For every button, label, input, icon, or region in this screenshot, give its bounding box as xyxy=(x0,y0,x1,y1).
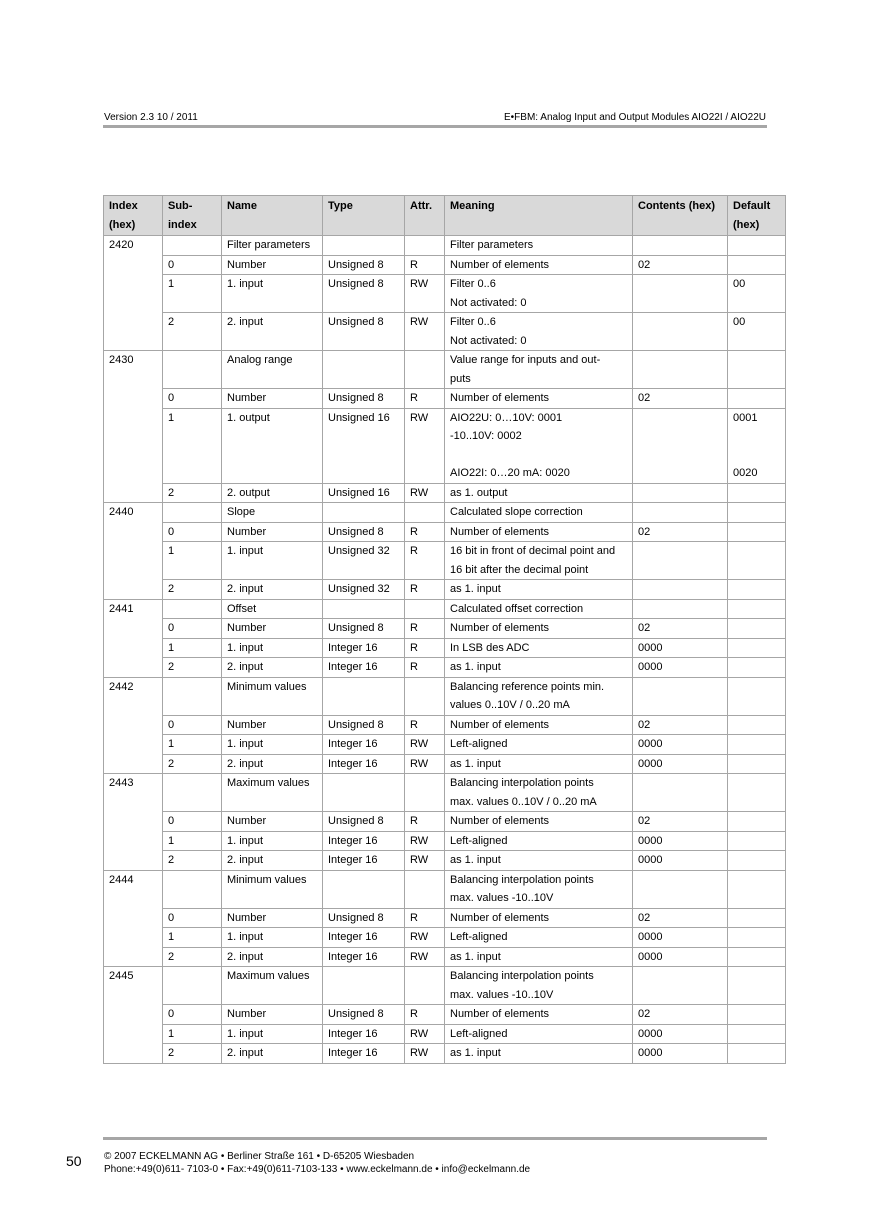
subindex-cell: 2 xyxy=(163,313,222,351)
name-cell: 2. input xyxy=(222,754,323,774)
default-cell xyxy=(728,851,786,871)
table-row xyxy=(104,1024,786,1044)
contents-cell: 0000 xyxy=(633,658,728,678)
column-header: Sub- index xyxy=(163,196,222,236)
type-cell: Integer 16 xyxy=(323,928,405,948)
name-cell: Number xyxy=(222,812,323,832)
subindex-cell: 1 xyxy=(163,275,222,313)
subindex-cell: 0 xyxy=(163,908,222,928)
subindex-cell: 1 xyxy=(163,831,222,851)
table-row xyxy=(104,236,786,256)
subindex-cell xyxy=(163,677,222,715)
contents-cell: 02 xyxy=(633,812,728,832)
attr-cell: RW xyxy=(405,831,445,851)
meaning-cell: 16 bit in front of decimal point and 16 bit after the decimal point xyxy=(445,542,633,580)
meaning-cell: Balancing interpolation points max. values -10..10V xyxy=(445,870,633,908)
name-cell: Number xyxy=(222,1005,323,1025)
attr-cell xyxy=(405,967,445,1005)
contents-cell xyxy=(633,275,728,313)
contents-cell xyxy=(633,774,728,812)
table-row xyxy=(104,967,786,1005)
default-cell xyxy=(728,812,786,832)
table-row xyxy=(104,831,786,851)
column-header: Meaning xyxy=(445,196,633,236)
contents-cell: 0000 xyxy=(633,831,728,851)
type-cell xyxy=(323,774,405,812)
contents-cell: 0000 xyxy=(633,754,728,774)
type-cell: Integer 16 xyxy=(323,831,405,851)
footer-address: © 2007 ECKELMANN AG • Berliner Straße 161 • D-65205 Wiesbaden xyxy=(104,1151,415,1162)
attr-cell: RW xyxy=(405,1044,445,1064)
type-cell xyxy=(323,503,405,523)
default-cell xyxy=(728,831,786,851)
name-cell: Minimum values xyxy=(222,870,323,908)
subindex-cell: 0 xyxy=(163,389,222,409)
default-cell xyxy=(728,928,786,948)
default-cell xyxy=(728,542,786,580)
attr-cell: R xyxy=(405,255,445,275)
attr-cell: RW xyxy=(405,851,445,871)
type-cell: Unsigned 16 xyxy=(323,408,405,483)
table-row xyxy=(104,658,786,678)
default-cell xyxy=(728,658,786,678)
subindex-cell xyxy=(163,774,222,812)
object-dictionary-table xyxy=(103,195,786,1064)
column-header: Attr. xyxy=(405,196,445,236)
type-cell: Integer 16 xyxy=(323,638,405,658)
default-cell xyxy=(728,580,786,600)
attr-cell: R xyxy=(405,638,445,658)
default-cell xyxy=(728,677,786,715)
subindex-cell: 1 xyxy=(163,1024,222,1044)
type-cell: Unsigned 8 xyxy=(323,255,405,275)
subindex-cell: 2 xyxy=(163,580,222,600)
subindex-cell xyxy=(163,351,222,389)
attr-cell: RW xyxy=(405,408,445,483)
subindex-cell: 2 xyxy=(163,947,222,967)
attr-cell: RW xyxy=(405,1024,445,1044)
table-row xyxy=(104,522,786,542)
attr-cell: RW xyxy=(405,275,445,313)
meaning-cell: Calculated offset correction xyxy=(445,599,633,619)
contents-cell: 02 xyxy=(633,619,728,639)
default-cell xyxy=(728,715,786,735)
meaning-cell: Balancing reference points min. values 0..10V / 0..20 mA xyxy=(445,677,633,715)
table-row xyxy=(104,947,786,967)
attr-cell: RW xyxy=(405,483,445,503)
meaning-cell: as 1. input xyxy=(445,658,633,678)
table-row xyxy=(104,580,786,600)
attr-cell: R xyxy=(405,1005,445,1025)
contents-cell: 02 xyxy=(633,255,728,275)
column-header: Type xyxy=(323,196,405,236)
column-header: Index (hex) xyxy=(104,196,163,236)
subindex-cell: 0 xyxy=(163,255,222,275)
type-cell: Integer 16 xyxy=(323,754,405,774)
subindex-cell: 0 xyxy=(163,1005,222,1025)
default-cell xyxy=(728,1024,786,1044)
table-row xyxy=(104,255,786,275)
meaning-cell: Calculated slope correction xyxy=(445,503,633,523)
attr-cell: RW xyxy=(405,313,445,351)
table-row xyxy=(104,638,786,658)
meaning-cell: Value range for inputs and out- puts xyxy=(445,351,633,389)
subindex-cell: 1 xyxy=(163,408,222,483)
table-row xyxy=(104,408,786,483)
subindex-cell: 1 xyxy=(163,735,222,755)
table-row xyxy=(104,908,786,928)
index-cell: 2440 xyxy=(104,503,163,600)
contents-cell xyxy=(633,503,728,523)
meaning-cell: Number of elements xyxy=(445,619,633,639)
type-cell: Integer 16 xyxy=(323,735,405,755)
contents-cell xyxy=(633,236,728,256)
type-cell: Integer 16 xyxy=(323,851,405,871)
contents-cell xyxy=(633,967,728,1005)
name-cell: 2. output xyxy=(222,483,323,503)
index-cell: 2420 xyxy=(104,236,163,351)
index-cell: 2445 xyxy=(104,967,163,1064)
attr-cell xyxy=(405,236,445,256)
table-row xyxy=(104,503,786,523)
name-cell: 1. input xyxy=(222,275,323,313)
table-row xyxy=(104,483,786,503)
contents-cell: 0000 xyxy=(633,1024,728,1044)
name-cell: Number xyxy=(222,619,323,639)
table-row xyxy=(104,928,786,948)
footer-contact: Phone:+49(0)611- 7103-0 • Fax:+49(0)611-7103-133 • www.eckelmann.de • info@eckelmann.de xyxy=(104,1164,531,1175)
attr-cell: R xyxy=(405,812,445,832)
default-cell xyxy=(728,522,786,542)
table-row xyxy=(104,870,786,908)
table-row xyxy=(104,774,786,812)
subindex-cell: 2 xyxy=(163,851,222,871)
default-cell: 00 xyxy=(728,275,786,313)
index-cell: 2430 xyxy=(104,351,163,503)
meaning-cell: as 1. input xyxy=(445,947,633,967)
attr-cell: R xyxy=(405,908,445,928)
subindex-cell: 2 xyxy=(163,483,222,503)
contents-cell xyxy=(633,677,728,715)
attr-cell: RW xyxy=(405,947,445,967)
table-row xyxy=(104,542,786,580)
name-cell: 1. input xyxy=(222,1024,323,1044)
meaning-cell: Number of elements xyxy=(445,522,633,542)
contents-cell: 0000 xyxy=(633,928,728,948)
subindex-cell: 2 xyxy=(163,658,222,678)
subindex-cell xyxy=(163,870,222,908)
header-divider xyxy=(103,125,767,128)
name-cell: Number xyxy=(222,389,323,409)
name-cell: Filter parameters xyxy=(222,236,323,256)
table-body xyxy=(104,236,786,1064)
contents-cell: 0000 xyxy=(633,735,728,755)
type-cell: Unsigned 16 xyxy=(323,483,405,503)
name-cell: Minimum values xyxy=(222,677,323,715)
name-cell: 2. input xyxy=(222,851,323,871)
type-cell: Unsigned 8 xyxy=(323,389,405,409)
name-cell: 1. input xyxy=(222,638,323,658)
subindex-cell: 0 xyxy=(163,619,222,639)
attr-cell xyxy=(405,503,445,523)
meaning-cell: as 1. input xyxy=(445,851,633,871)
default-cell xyxy=(728,908,786,928)
attr-cell xyxy=(405,599,445,619)
name-cell: Number xyxy=(222,255,323,275)
meaning-cell: Left-aligned xyxy=(445,735,633,755)
meaning-cell: as 1. input xyxy=(445,580,633,600)
subindex-cell: 0 xyxy=(163,522,222,542)
name-cell: Maximum values xyxy=(222,774,323,812)
contents-cell: 0000 xyxy=(633,851,728,871)
attr-cell: R xyxy=(405,619,445,639)
meaning-cell: Number of elements xyxy=(445,715,633,735)
meaning-cell: as 1. input xyxy=(445,754,633,774)
type-cell xyxy=(323,870,405,908)
table-row xyxy=(104,599,786,619)
contents-cell: 02 xyxy=(633,1005,728,1025)
attr-cell xyxy=(405,351,445,389)
default-cell xyxy=(728,483,786,503)
meaning-cell: Filter 0..6 Not activated: 0 xyxy=(445,313,633,351)
attr-cell xyxy=(405,870,445,908)
table-row xyxy=(104,313,786,351)
name-cell: 1. output xyxy=(222,408,323,483)
attr-cell: R xyxy=(405,658,445,678)
table-row xyxy=(104,735,786,755)
type-cell: Integer 16 xyxy=(323,1044,405,1064)
type-cell: Integer 16 xyxy=(323,658,405,678)
default-cell xyxy=(728,754,786,774)
name-cell: 1. input xyxy=(222,735,323,755)
name-cell: 2. input xyxy=(222,313,323,351)
name-cell: Number xyxy=(222,715,323,735)
contents-cell xyxy=(633,483,728,503)
column-header: Default (hex) xyxy=(728,196,786,236)
default-cell xyxy=(728,619,786,639)
default-cell xyxy=(728,503,786,523)
attr-cell: R xyxy=(405,580,445,600)
contents-cell: 02 xyxy=(633,908,728,928)
table-row xyxy=(104,851,786,871)
default-cell xyxy=(728,389,786,409)
subindex-cell: 1 xyxy=(163,542,222,580)
name-cell: 1. input xyxy=(222,831,323,851)
default-cell xyxy=(728,870,786,908)
table-row xyxy=(104,275,786,313)
contents-cell xyxy=(633,870,728,908)
meaning-cell: Number of elements xyxy=(445,812,633,832)
name-cell: 1. input xyxy=(222,928,323,948)
meaning-cell: Number of elements xyxy=(445,1005,633,1025)
type-cell: Unsigned 32 xyxy=(323,542,405,580)
default-cell: 00 xyxy=(728,313,786,351)
meaning-cell: Balancing interpolation points max. values 0..10V / 0..20 mA xyxy=(445,774,633,812)
attr-cell xyxy=(405,774,445,812)
name-cell: Maximum values xyxy=(222,967,323,1005)
type-cell: Unsigned 8 xyxy=(323,619,405,639)
name-cell: 2. input xyxy=(222,947,323,967)
subindex-cell: 1 xyxy=(163,638,222,658)
contents-cell: 0000 xyxy=(633,1044,728,1064)
type-cell: Unsigned 8 xyxy=(323,908,405,928)
attr-cell: R xyxy=(405,542,445,580)
table-row xyxy=(104,351,786,389)
name-cell: 2. input xyxy=(222,658,323,678)
table-row xyxy=(104,715,786,735)
name-cell: 2. input xyxy=(222,580,323,600)
table-row xyxy=(104,677,786,715)
default-cell xyxy=(728,255,786,275)
contents-cell xyxy=(633,542,728,580)
meaning-cell: In LSB des ADC xyxy=(445,638,633,658)
default-cell: 0001 0020 xyxy=(728,408,786,483)
default-cell xyxy=(728,774,786,812)
type-cell: Unsigned 8 xyxy=(323,1005,405,1025)
contents-cell: 02 xyxy=(633,522,728,542)
subindex-cell xyxy=(163,503,222,523)
meaning-cell: Filter 0..6 Not activated: 0 xyxy=(445,275,633,313)
subindex-cell: 1 xyxy=(163,928,222,948)
name-cell: Analog range xyxy=(222,351,323,389)
contents-cell xyxy=(633,313,728,351)
contents-cell xyxy=(633,351,728,389)
type-cell xyxy=(323,677,405,715)
column-header: Name xyxy=(222,196,323,236)
table-row xyxy=(104,754,786,774)
type-cell: Unsigned 8 xyxy=(323,313,405,351)
default-cell xyxy=(728,735,786,755)
default-cell xyxy=(728,1005,786,1025)
table-row xyxy=(104,1005,786,1025)
default-cell xyxy=(728,638,786,658)
subindex-cell: 2 xyxy=(163,754,222,774)
type-cell xyxy=(323,236,405,256)
meaning-cell: Number of elements xyxy=(445,908,633,928)
contents-cell xyxy=(633,408,728,483)
meaning-cell: Left-aligned xyxy=(445,928,633,948)
attr-cell: R xyxy=(405,522,445,542)
contents-cell: 0000 xyxy=(633,638,728,658)
attr-cell: RW xyxy=(405,735,445,755)
contents-cell: 0000 xyxy=(633,947,728,967)
type-cell xyxy=(323,351,405,389)
footer-divider xyxy=(103,1137,767,1140)
attr-cell: RW xyxy=(405,928,445,948)
name-cell: Number xyxy=(222,908,323,928)
contents-cell: 02 xyxy=(633,389,728,409)
contents-cell xyxy=(633,599,728,619)
meaning-cell: AIO22U: 0…10V: 0001 -10..10V: 0002 AIO22I: 0…20 mA: 0020 xyxy=(445,408,633,483)
attr-cell: R xyxy=(405,715,445,735)
type-cell: Unsigned 8 xyxy=(323,715,405,735)
header-title: E•FBM: Analog Input and Output Modules AIO22I / AIO22U xyxy=(504,112,766,123)
meaning-cell: Number of elements xyxy=(445,255,633,275)
meaning-cell: as 1. input xyxy=(445,1044,633,1064)
index-cell: 2442 xyxy=(104,677,163,774)
default-cell xyxy=(728,236,786,256)
table-row xyxy=(104,619,786,639)
contents-cell xyxy=(633,580,728,600)
meaning-cell: Balancing interpolation points max. values -10..10V xyxy=(445,967,633,1005)
table-header-row xyxy=(104,196,786,236)
type-cell xyxy=(323,599,405,619)
table-row xyxy=(104,389,786,409)
type-cell: Unsigned 8 xyxy=(323,812,405,832)
name-cell: Slope xyxy=(222,503,323,523)
default-cell xyxy=(728,599,786,619)
attr-cell: R xyxy=(405,389,445,409)
type-cell: Integer 16 xyxy=(323,1024,405,1044)
type-cell: Unsigned 8 xyxy=(323,275,405,313)
contents-cell: 02 xyxy=(633,715,728,735)
attr-cell: RW xyxy=(405,754,445,774)
meaning-cell: Filter parameters xyxy=(445,236,633,256)
page-number: 50 xyxy=(66,1153,82,1169)
index-cell: 2444 xyxy=(104,870,163,967)
subindex-cell: 0 xyxy=(163,812,222,832)
table-row xyxy=(104,1044,786,1064)
meaning-cell: as 1. output xyxy=(445,483,633,503)
subindex-cell: 0 xyxy=(163,715,222,735)
meaning-cell: Left-aligned xyxy=(445,831,633,851)
table-row xyxy=(104,812,786,832)
index-cell: 2443 xyxy=(104,774,163,871)
subindex-cell xyxy=(163,236,222,256)
type-cell: Integer 16 xyxy=(323,947,405,967)
attr-cell xyxy=(405,677,445,715)
subindex-cell: 2 xyxy=(163,1044,222,1064)
name-cell: Number xyxy=(222,522,323,542)
type-cell: Unsigned 32 xyxy=(323,580,405,600)
subindex-cell xyxy=(163,599,222,619)
name-cell: 2. input xyxy=(222,1044,323,1064)
type-cell: Unsigned 8 xyxy=(323,522,405,542)
index-cell: 2441 xyxy=(104,599,163,677)
meaning-cell: Number of elements xyxy=(445,389,633,409)
name-cell: Offset xyxy=(222,599,323,619)
column-header: Contents (hex) xyxy=(633,196,728,236)
meaning-cell: Left-aligned xyxy=(445,1024,633,1044)
default-cell xyxy=(728,1044,786,1064)
header-version: Version 2.3 10 / 2011 xyxy=(104,112,198,123)
default-cell xyxy=(728,351,786,389)
name-cell: 1. input xyxy=(222,542,323,580)
type-cell xyxy=(323,967,405,1005)
default-cell xyxy=(728,947,786,967)
subindex-cell xyxy=(163,967,222,1005)
default-cell xyxy=(728,967,786,1005)
